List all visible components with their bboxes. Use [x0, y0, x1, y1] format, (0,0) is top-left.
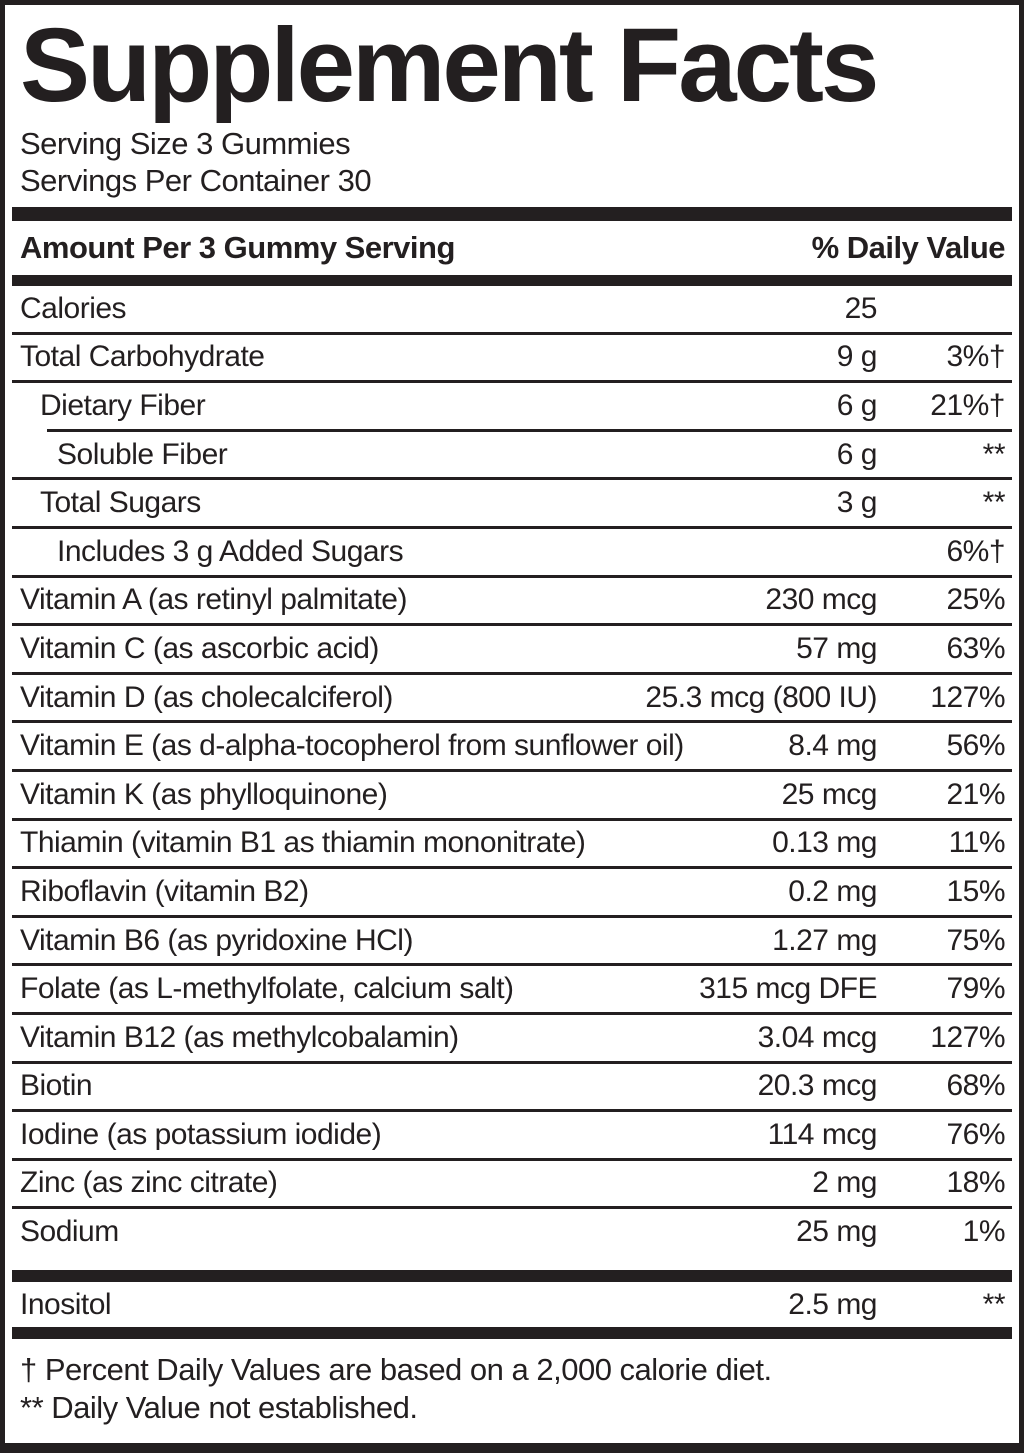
- table-row: [5, 578, 1019, 624]
- nutrient-name: Thiamin (vitamin B1 as thiamin mononitrate): [20, 828, 586, 859]
- nutrient-daily-value: 21%†: [930, 388, 1005, 422]
- table-row: [5, 1064, 1019, 1110]
- table-row: [5, 966, 1019, 1012]
- nutrient-name: Biotin: [20, 1071, 93, 1102]
- table-row: [5, 383, 1019, 429]
- nutrient-daily-value: 127%: [930, 680, 1005, 714]
- nutrient-name: Sodium: [20, 1217, 119, 1248]
- nutrient-amount: 2.5 mg: [788, 1287, 877, 1321]
- nutrient-daily-value: 11%: [948, 826, 1005, 860]
- nutrient-daily-value: 127%: [930, 1020, 1005, 1054]
- nutrient-name: Soluble Fiber: [57, 439, 228, 470]
- nutrient-daily-value: 21%: [946, 777, 1005, 811]
- nutrient-amount: 2 mg: [812, 1166, 877, 1200]
- nutrient-amount: 20.3 mcg: [757, 1069, 877, 1103]
- label-title: Supplement Facts: [20, 7, 877, 124]
- table-row: [5, 821, 1019, 867]
- section-divider-top: [12, 207, 1012, 221]
- nutrient-name: Inositol: [20, 1289, 112, 1320]
- nutrient-name: Zinc (as zinc citrate): [20, 1168, 278, 1199]
- nutrient-name: Total Carbohydrate: [20, 342, 265, 373]
- table-row: [5, 335, 1019, 381]
- nutrient-name: Vitamin K (as phylloquinone): [20, 779, 388, 810]
- footnotes: [5, 1339, 1019, 1427]
- nutrient-daily-value: 79%: [946, 972, 1005, 1006]
- nutrient-daily-value: 18%: [946, 1166, 1005, 1200]
- nutrient-name: Vitamin C (as ascorbic acid): [20, 633, 379, 664]
- serving-info: [20, 125, 1005, 199]
- nutrient-daily-value: 25%: [946, 583, 1005, 617]
- nutrient-amount: 0.2 mg: [788, 874, 877, 908]
- servings-per-container-line: Servings Per Container 30: [20, 163, 372, 198]
- nutrient-table: [5, 286, 1019, 1339]
- nutrient-name: Total Sugars: [40, 488, 201, 519]
- footnote-dagger: † Percent Daily Values are based on a 2,000 calorie diet.: [20, 1352, 772, 1388]
- nutrient-amount: 25: [844, 291, 877, 325]
- table-row: [5, 723, 1019, 769]
- table-row: [5, 1209, 1019, 1255]
- nutrient-daily-value: 3%†: [946, 340, 1005, 374]
- nutrient-amount: 25 mcg: [781, 777, 877, 811]
- footnote-asterisk: ** Daily Value not established.: [20, 1390, 418, 1426]
- table-row: [5, 1161, 1019, 1207]
- bottom-border-bar: [5, 1443, 1019, 1453]
- nutrient-name: Vitamin E (as d-alpha-tocopherol from sunflower oil): [20, 731, 684, 762]
- nutrient-amount: 0.13 mg: [772, 826, 877, 860]
- table-row: [5, 286, 1019, 332]
- nutrient-name: Vitamin D (as cholecalciferol): [20, 682, 393, 713]
- table-row: [5, 1282, 1019, 1328]
- table-row: [5, 432, 1019, 478]
- nutrient-name: Vitamin A (as retinyl palmitate): [20, 585, 407, 616]
- nutrient-name: Dietary Fiber: [40, 390, 206, 421]
- table-column-headers: [5, 221, 1019, 275]
- nutrient-daily-value: 75%: [946, 923, 1005, 957]
- column-header-amount: Amount Per 3 Gummy Serving: [20, 230, 455, 265]
- nutrient-amount: 230 mcg: [765, 583, 877, 617]
- nutrient-amount: 8.4 mg: [788, 729, 877, 763]
- section-divider-header: [12, 275, 1012, 286]
- section-divider: [12, 1270, 1012, 1282]
- serving-size-line: Serving Size 3 Gummies: [20, 126, 351, 161]
- nutrient-name: Calories: [20, 293, 127, 324]
- nutrient-name: Vitamin B6 (as pyridoxine HCl): [20, 925, 413, 956]
- table-row: [5, 675, 1019, 721]
- table-row: [5, 1015, 1019, 1061]
- nutrient-amount: 25.3 mcg (800 IU): [645, 680, 877, 714]
- table-row: [5, 772, 1019, 818]
- table-row: [5, 626, 1019, 672]
- section-divider: [12, 1327, 1012, 1339]
- nutrient-amount: 315 mcg DFE: [699, 972, 877, 1006]
- nutrient-name: Riboflavin (vitamin B2): [20, 876, 309, 907]
- nutrient-daily-value: 6%†: [946, 534, 1005, 568]
- nutrient-name: Includes 3 g Added Sugars: [57, 536, 404, 567]
- nutrient-amount: 25 mg: [796, 1215, 877, 1249]
- row-gap: [5, 1255, 1019, 1270]
- nutrient-daily-value: 68%: [946, 1069, 1005, 1103]
- nutrient-name: Iodine (as potassium iodide): [20, 1119, 382, 1150]
- nutrient-name: Vitamin B12 (as methylcobalamin): [20, 1022, 459, 1053]
- nutrient-amount: 1.27 mg: [772, 923, 877, 957]
- nutrient-amount: 9 g: [836, 340, 877, 374]
- table-row: [5, 918, 1019, 964]
- nutrient-amount: 57 mg: [796, 631, 877, 665]
- nutrient-daily-value: 76%: [946, 1117, 1005, 1151]
- nutrient-daily-value: 56%: [946, 729, 1005, 763]
- nutrient-daily-value: 63%: [946, 631, 1005, 665]
- nutrient-daily-value: **: [982, 486, 1005, 520]
- nutrient-amount: 6 g: [836, 388, 877, 422]
- nutrient-amount: 3 g: [836, 486, 877, 520]
- table-row: [5, 480, 1019, 526]
- nutrient-daily-value: 15%: [946, 874, 1005, 908]
- nutrient-amount: 114 mcg: [767, 1117, 877, 1151]
- table-row: [5, 529, 1019, 575]
- nutrient-daily-value: **: [982, 1287, 1005, 1321]
- table-row: [5, 1112, 1019, 1158]
- nutrient-daily-value: 1%: [962, 1215, 1005, 1249]
- nutrient-daily-value: **: [982, 437, 1005, 471]
- column-header-daily-value: % Daily Value: [811, 230, 1005, 265]
- nutrient-amount: 6 g: [836, 437, 877, 471]
- table-row: [5, 869, 1019, 915]
- nutrient-amount: 3.04 mcg: [757, 1020, 877, 1054]
- nutrient-name: Folate (as L-methylfolate, calcium salt): [20, 974, 514, 1005]
